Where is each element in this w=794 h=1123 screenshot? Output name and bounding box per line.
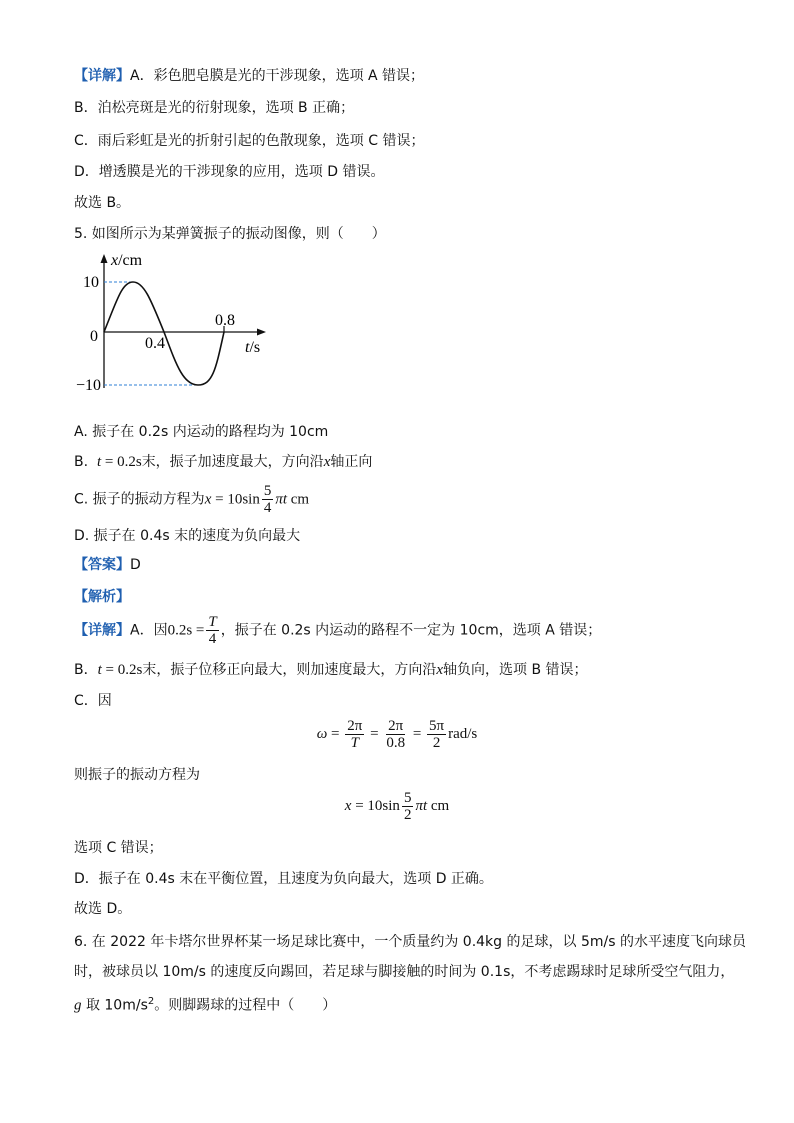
q5-option-d: D. 振子在 0.4s 末的速度为负向最大 — [74, 528, 301, 544]
motion-equation: x = 10sin $\frac{5}{2}$ πt cm — [344, 790, 450, 823]
fraction-5-4: $\frac{5}{4}$ — [263, 483, 272, 516]
q5-explain-b: B．t = 0.2s末，振子位移正向最大，则加速度最大，方向沿x轴负向，选项 B 错误； — [74, 662, 588, 678]
tick-10: 10 — [83, 274, 99, 291]
analysis-tag: 【解析】 — [74, 589, 130, 605]
q5-explain-c: C．因 — [74, 693, 112, 709]
q5-option-c: C. 振子的振动方程为x = 10sin $\frac{5}{4}$ πt cm — [74, 483, 310, 516]
q5-choice: 故选 D。 — [74, 901, 132, 917]
q5-stem: 5. 如图所示为某弹簧振子的振动图像，则（ ） — [74, 226, 386, 242]
explain-tag: 【详解】 — [74, 68, 130, 84]
tick-0-8: 0.8 — [215, 312, 235, 329]
x-axis-label: t/s — [245, 339, 261, 356]
tick-0: 0 — [90, 328, 98, 345]
tick-neg10: −10 — [76, 377, 102, 394]
q5-explain-c-result: 选项 C 错误； — [74, 840, 163, 856]
y-axis-label: x/cm — [111, 252, 143, 269]
answer-value: D — [130, 557, 141, 573]
q5-option-b: B. t = 0.2s末，振子加速度最大，方向沿x轴正向 — [74, 454, 373, 470]
omega-equation: ω = $\frac{2\pi}{T}$ = $\frac{2\pi}{0.8}$ = $\frac{5\pi}{2}$ rad/s — [316, 718, 478, 751]
q6-line1: 6. 在 2022 年卡塔尔世界杯某一场足球比赛中，一个质量约为 0.4kg 的足球，以 5m/s 的水平速度飞向球员 — [74, 934, 746, 950]
q5-explain-d: D．振子在 0.4s 末在平衡位置，且速度为负向最大，选项 D 正确。 — [74, 871, 493, 887]
sine-curve — [104, 282, 224, 385]
prev-explain-b: B．泊松亮斑是光的衍射现象，选项 B 正确； — [74, 100, 355, 116]
q5-analysis — [74, 587, 130, 607]
equation-intro: 则振子的振动方程为 — [74, 767, 200, 783]
answer-tag: 【答案】 — [74, 557, 130, 573]
q5-answer — [74, 555, 141, 575]
q6-line3: g 取 $10m/s^2$。则脚踢球的过程中（ ） — [74, 996, 337, 1014]
prev-explain-a: 【详解】A．彩色肥皂膜是光的干涉现象，选项 A 错误； — [74, 68, 425, 84]
q5-option-a: A. 振子在 0.2s 内运动的路程均为 10cm — [74, 424, 329, 440]
prev-explain-c: C．雨后彩虹是光的折射引起的色散现象，选项 C 错误； — [74, 133, 425, 149]
oscillation-graph — [74, 248, 274, 398]
q5-explain-a: 【详解】A．因0.2s = $\frac{T}{4}$ ，振子在 0.2s 内运动的路程不一定为 10cm，选项 A 错误； — [74, 614, 602, 647]
q6-line2: 时，被球员以 10m/s 的速度反向踢回，若足球与脚接触的时间为 0.1s，不考虑踢球时足球所受空气阻力， — [74, 964, 735, 980]
prev-explain-d: D．增透膜是光的干涉现象的应用，选项 D 错误。 — [74, 164, 385, 180]
fraction-t-4: $\frac{T}{4}$ — [208, 614, 217, 647]
prev-choice: 故选 B。 — [74, 195, 131, 211]
tick-0-4: 0.4 — [145, 335, 165, 352]
